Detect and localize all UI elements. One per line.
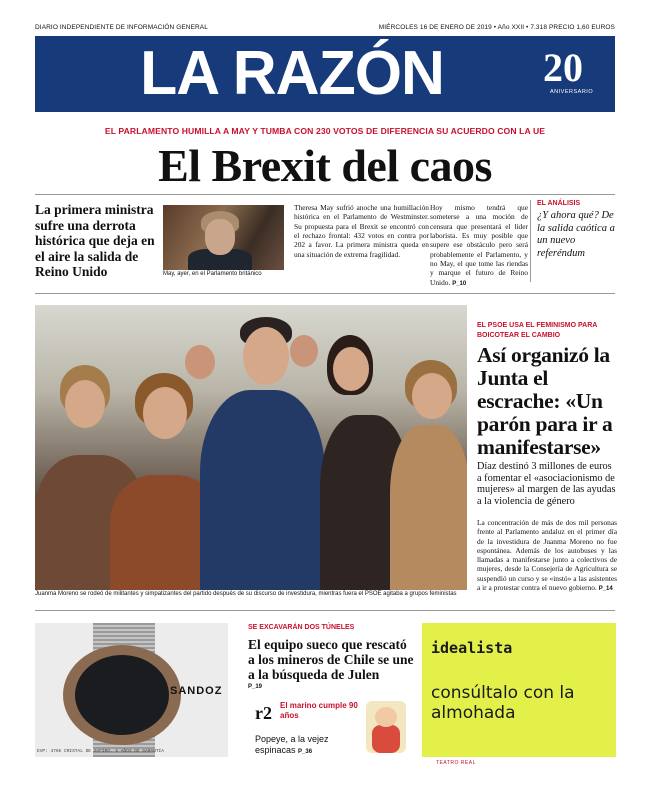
may-photo-caption: May, ayer, en el Parlamento británico: [163, 271, 262, 277]
anniversary-number: 20: [543, 45, 583, 90]
top-story-body-col2: [430, 203, 528, 289]
main-story-kicker: EL PSOE USA EL FEMINISMO PARA BOICOTEAR EL CAMBIO: [477, 322, 598, 339]
may-photo[interactable]: [163, 205, 284, 270]
main-photo[interactable]: [35, 305, 467, 590]
photo-figure-face: [143, 387, 187, 439]
teatro-real-logo: TEATRO REAL: [436, 760, 476, 766]
bottom-story-kicker: SE EXCAVARÁN DOS TÚNELES: [248, 624, 355, 631]
divider: [35, 610, 615, 611]
page-ref[interactable]: P_14: [598, 586, 613, 593]
watch-brand: SANDOZ: [170, 685, 223, 697]
popeye-head: [375, 707, 397, 727]
r2-promo[interactable]: [248, 697, 408, 755]
analysis-text[interactable]: ¿Y ahora qué? De la salida caótica a un nuevo referéndum: [537, 210, 615, 259]
page-ref[interactable]: P_10: [452, 280, 467, 287]
divider: [35, 194, 615, 195]
column-divider: [530, 200, 531, 282]
photo-figure-face: [243, 327, 289, 385]
main-story-subhead: Díaz destinó 3 millones de euros a fomentar el «asociacionismo de mujeres» al margen de las ayudas a la violencia de género: [477, 461, 616, 507]
masthead-topline: [35, 24, 615, 36]
tagline: DIARIO INDEPENDIENTE DE INFORMACIÓN GENERAL: [35, 24, 208, 31]
r2-text: [255, 734, 355, 757]
idealista-brand: idealista: [431, 639, 513, 657]
photo-figure-face: [65, 380, 105, 428]
divider: [35, 293, 615, 294]
anniversary-badge: [540, 47, 610, 101]
bottom-story-headline[interactable]: El equipo sueco que rescató a los mineros de Chile se une a la búsqueda de Julen: [248, 637, 414, 682]
page-ref[interactable]: P_19: [248, 684, 263, 690]
popeye-body: [372, 725, 400, 753]
anniversary-label: ANIVERSARIO: [550, 89, 594, 95]
dateline: MIÉRCOLES 16 DE ENERO DE 2019 • Año XXII • 7.318 PRECIO 1,60 EUROS: [378, 24, 615, 31]
main-photo-caption: Juanma Moreno se rodeó de militantes y simpatizantes del partido después de su discurso de investidura, mientras fuera el PSOE agitaba a grupos feministas: [35, 591, 457, 597]
photo-figure-face: [185, 345, 215, 379]
r2-kicker: El marino cumple 90 años: [280, 701, 358, 720]
top-story-headline[interactable]: El Brexit del caos: [158, 140, 492, 191]
main-story-headline[interactable]: Así organizó la Junta el escrache: «Un parón para ir a manifestarse»: [477, 343, 613, 459]
main-story-body: [477, 518, 617, 594]
page-ref[interactable]: P_36: [298, 748, 313, 755]
masthead: [35, 36, 615, 112]
r2-logo: r2: [255, 703, 272, 723]
photo-figure-face: [290, 335, 318, 367]
popeye-illustration: [366, 701, 406, 753]
analysis-kicker: EL ANÁLISIS: [537, 200, 581, 207]
body-col2-text: Hoy mismo tendrá que someterse a una moción de censura que presentará el líder laborista. Es muy posible que supere ese obstáculo pero será probablemente el Parlamento, y no May, el que tome las riendas y marque el futuro de Reino Unido.: [430, 203, 528, 287]
watch-fine-print: EVP: 475€ CRISTAL DE ZAFIRO. 5 AÑOS DE GARANTÍA: [37, 749, 164, 754]
photo-figure-face: [333, 347, 369, 391]
photo-figure-suit: [200, 390, 325, 590]
photo-figure-face: [412, 373, 452, 419]
idealista-slogan: consúltalo con la almohada: [431, 683, 575, 723]
newspaper-logo[interactable]: LA RAZÓN: [140, 39, 444, 108]
r2-text-body: Popeye, a la vejez espinacas: [255, 734, 329, 755]
photo-figure-face: [205, 219, 235, 255]
top-story-lead: La primera ministra sufre una derrota histórica que deja en el aire la salida de Reino Unido: [35, 202, 155, 279]
photo-figure: [390, 425, 467, 590]
main-story-body-text: La concentración de más de dos mil personas frente al Parlamento andaluz en el primer día de la investidura de Juanma Moreno no fue espontánea. Además de los autobuses y las llamadas a manifestarse junto a colectivos de mujeres, desde la Consejería de Agricultura se suspendió un curso y se «instó» a las asistentes a ir a protestar contra el nuevo gobierno.: [477, 518, 617, 593]
top-story-kicker: EL PARLAMENTO HUMILLA A MAY Y TUMBA CON 230 VOTOS DE DIFERENCIA SU ACUERDO CON LA UE: [104, 126, 546, 136]
top-story-body-col1: Theresa May sufrió anoche una humillación histórica en el Parlamento de Westminster. Su propuesta para el Brexit se encontró con el rechazo frontal: 432 votos en contra por 202 a favor. La primera ministra queda en una situación de extrema fragilidad.: [294, 203, 429, 259]
watch-advertisement[interactable]: [35, 623, 228, 757]
analysis-box: [537, 200, 617, 260]
idealista-advertisement[interactable]: [422, 623, 616, 757]
watch-face: [75, 655, 169, 735]
